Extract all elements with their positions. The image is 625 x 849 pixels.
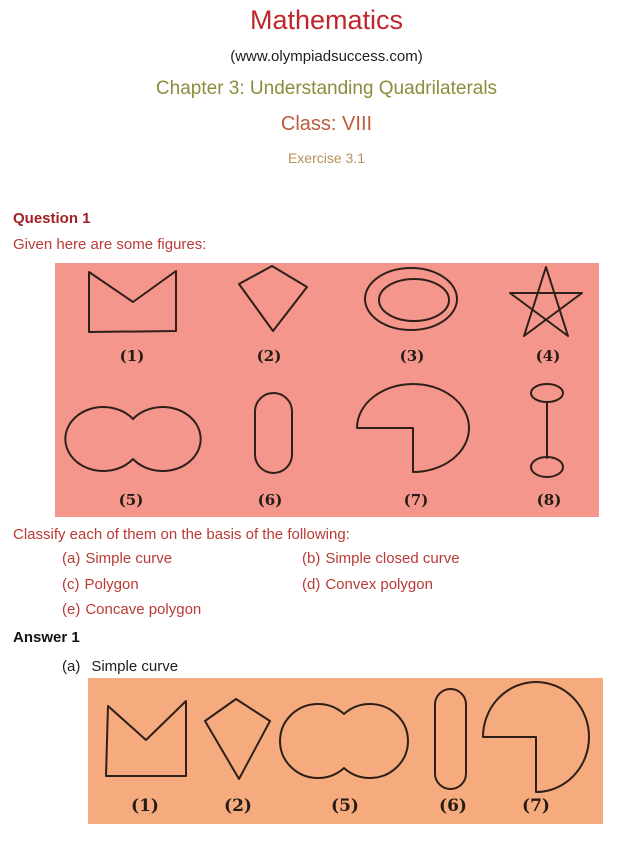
answer-part-key: (a) [62,658,81,675]
figure-8-dumbbell [531,384,563,477]
figure-label-1: (1) [119,347,145,365]
option-key: (d) [302,576,321,593]
exercise-heading: Exercise 3.1 [287,150,366,166]
answer-part-a-title [62,658,178,675]
figure-label-7: (7) [403,491,429,509]
answer-figures-panel [88,678,603,824]
question-figures-panel [55,263,599,517]
figure-3-ring-inner [379,279,449,321]
question-intro: Given here are some figures: [13,236,207,253]
option-text: Convex polygon [325,576,433,593]
question-heading: Question 1 [13,210,91,227]
figure-label-4: (4) [535,347,561,365]
figure-label-2: (2) [256,347,282,365]
figure-label-1: (1) [131,796,159,816]
option-text: Simple curve [85,550,173,567]
class-heading: Class: VIII [280,113,373,135]
figure-label-8: (8) [536,491,562,509]
figure-7-notched-circle [357,384,469,472]
figure-label-5: (5) [118,491,144,509]
option-a [62,550,172,567]
option-key: (b) [302,550,321,567]
figure-label-6: (6) [257,491,283,509]
document-title: Mathematics [249,5,404,35]
website-line: (www.olympiadsuccess.com) [230,48,423,65]
figure-label-7: (7) [522,796,550,816]
figure-6-capsule [255,393,292,473]
figure-5-peanut-curve [280,704,408,778]
option-b [302,550,460,567]
figure-label-3: (3) [399,347,425,365]
answer-heading: Answer 1 [13,629,80,646]
option-c [62,576,139,593]
figure-2-kite [239,266,307,331]
option-text: Polygon [84,576,139,593]
figure-4-star [510,267,582,336]
option-d [302,576,433,593]
figure-5-peanut-curve [65,407,200,471]
figure-label-2: (2) [224,796,252,816]
figure-1-concave-polygon [106,701,186,776]
chapter-heading: Chapter 3: Understanding Quadrilaterals [155,78,498,99]
option-e [62,601,201,618]
classify-instruction: Classify each of them on the basis of the following: [13,526,350,543]
option-key: (e) [62,601,81,618]
figure-2-kite [205,699,270,779]
figure-1-concave-polygon [89,271,176,332]
option-key: (a) [62,550,81,567]
answer-part-text: Simple curve [91,658,179,675]
figure-7-notched-circle [483,682,589,792]
option-text: Concave polygon [85,601,202,618]
question-figures-drawing [55,263,599,517]
option-text: Simple closed curve [325,550,460,567]
figure-label-6: (6) [439,796,467,816]
option-key: (c) [62,576,80,593]
figure-label-5: (5) [331,796,359,816]
figure-6-capsule [435,689,466,789]
